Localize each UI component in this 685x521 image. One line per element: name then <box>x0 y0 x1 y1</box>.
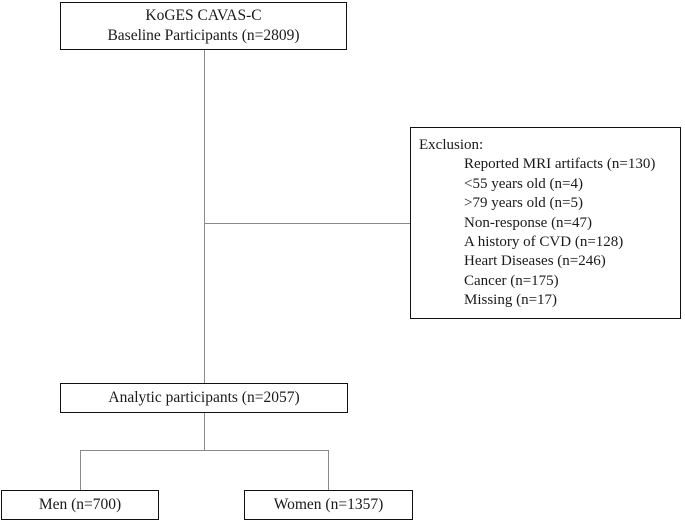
connector-to-men <box>80 450 81 490</box>
exclusion-item: Missing (n=17) <box>464 292 558 309</box>
exclusion-item: Cancer (n=175) <box>464 272 559 289</box>
baseline-count: Baseline Participants (n=2809) <box>107 27 300 44</box>
women-group-box <box>244 490 413 520</box>
baseline-participants-box <box>60 2 347 50</box>
connector-analytic-down <box>204 413 205 450</box>
exclusion-heading: Exclusion: <box>419 137 484 153</box>
connector-baseline-to-analytic <box>204 50 205 383</box>
women-label: Women (n=1357) <box>273 496 384 513</box>
exclusion-item: Non-response (n=47) <box>464 214 593 231</box>
exclusion-item: Reported MRI artifacts (n=130) <box>464 156 656 173</box>
exclusion-box <box>410 127 681 319</box>
baseline-title: KoGES CAVAS-C <box>145 7 262 24</box>
connector-to-women <box>328 450 329 490</box>
exclusion-item: Heart Diseases (n=246) <box>464 253 606 270</box>
exclusion-item: <55 years old (n=4) <box>464 175 583 192</box>
men-label: Men (n=700) <box>38 496 122 513</box>
analytic-label: Analytic participants (n=2057) <box>108 389 300 406</box>
analytic-participants-box <box>60 383 348 413</box>
men-group-box <box>1 490 159 520</box>
connector-to-exclusion <box>204 223 410 224</box>
exclusion-item: A history of CVD (n=128) <box>464 234 624 251</box>
connector-split-horizontal <box>80 450 329 451</box>
exclusion-list <box>419 155 680 310</box>
exclusion-item: >79 years old (n=5) <box>464 195 583 212</box>
